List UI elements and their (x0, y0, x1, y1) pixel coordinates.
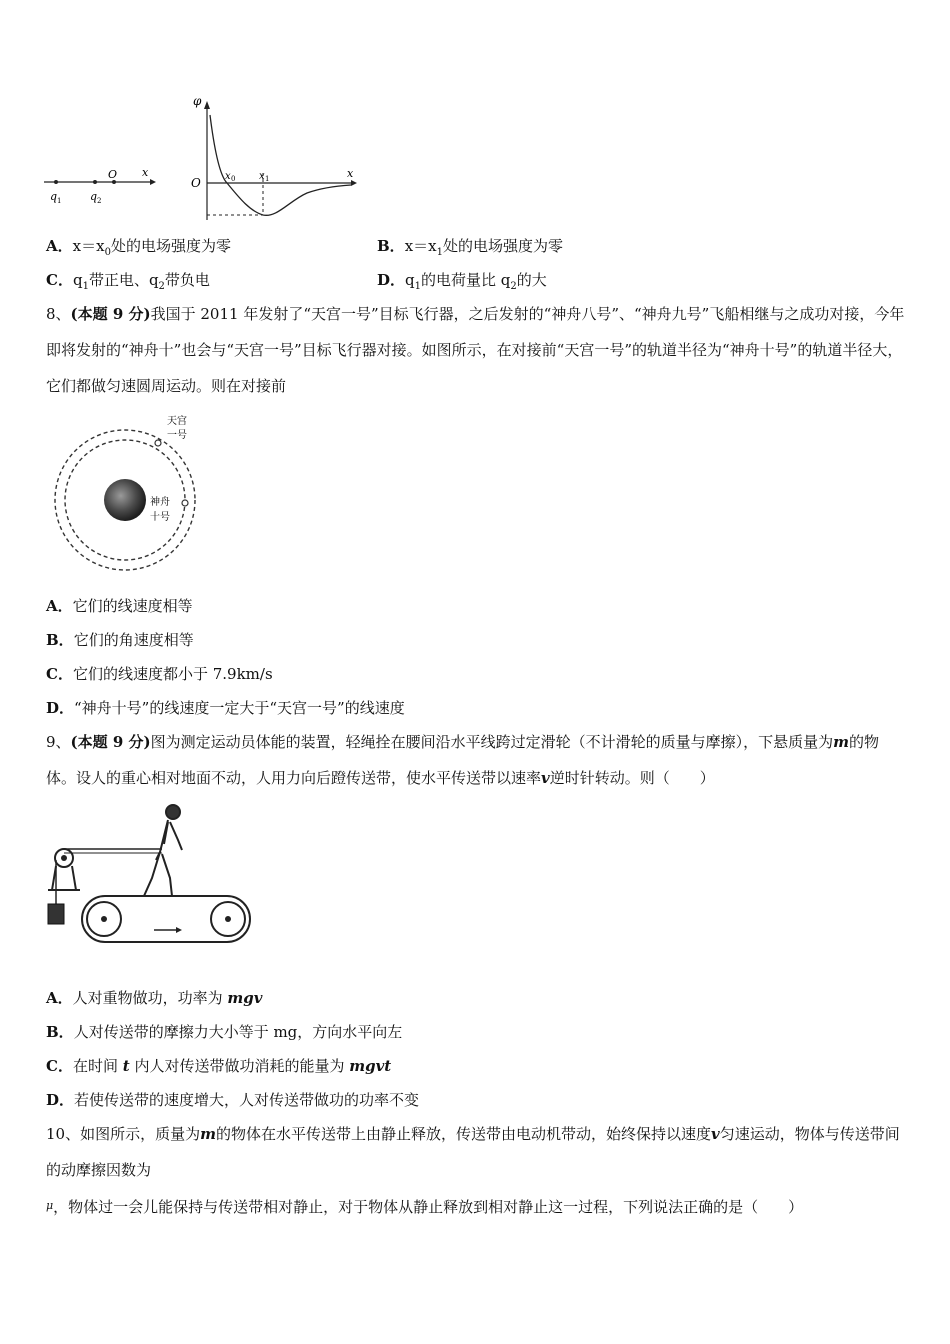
graph-x-label: x (347, 167, 354, 180)
option-text-mid: 的电荷量比 q (421, 271, 511, 289)
q1-label: q (50, 190, 58, 203)
option-text-tail: 的大 (516, 271, 547, 289)
option-text: 人对传送带的摩擦力大小等于 mg，方向水平向左 (73, 1023, 403, 1041)
q9-option-a[interactable] (46, 988, 263, 1008)
question-text: 我国于 2011 年发射了“天宫一号”目标飞行器，之后发射的“神舟八号”、“神舟九号”飞船相继与之成功对接，今年即将发射的“神舟十”也会与“天宫一号”目标飞行器对接。如图所示，在对接前“天宫一号”的轨道半径为“神舟十号”的轨道半径大，它们都做匀速圆周运动。则在对接前 (46, 305, 905, 395)
q2-label: q (90, 190, 98, 203)
q9-option-d[interactable] (46, 1090, 419, 1110)
question-text: 图为测定运动员体能的装置，轻绳拴在腰间沿水平线跨过定滑轮（不计滑轮的质量与摩擦），下悬质量为 (150, 733, 834, 751)
q9-option-b[interactable] (46, 1022, 402, 1042)
option-label: C． (46, 665, 73, 683)
var-m: m (833, 733, 850, 751)
option-text-tail: 内人对传送带做功消耗的能量为 (129, 1057, 350, 1075)
tiangong-label-2: 一号 (167, 430, 187, 441)
question-meta: (本题 9 分) (70, 733, 151, 751)
q1-point (54, 180, 58, 184)
q9-stem (46, 724, 908, 796)
potential-graph (185, 95, 365, 225)
option-text: 若使传送带的速度增大，人对传送带做功的功率不变 (74, 1091, 420, 1109)
option-var: t (122, 1057, 130, 1075)
option-text-tail: 处的电场强度为零 (442, 237, 563, 255)
option-text: q (72, 271, 83, 289)
earth (104, 479, 146, 521)
option-text: 它们的线速度都小于 7.9km/s (72, 665, 273, 683)
runner-figure (140, 805, 182, 896)
option-label: B． (46, 1023, 74, 1041)
q8-option-d[interactable] (46, 698, 405, 718)
q2-point (93, 180, 97, 184)
question-text-3: 逆时针转动。则（ ） (549, 769, 715, 787)
hanging-weight (48, 904, 64, 924)
shenzhou-label-2: 十号 (150, 512, 170, 523)
phi-label: φ (193, 95, 202, 108)
option-text: x＝x (72, 237, 105, 255)
option-sub: 0 (104, 247, 111, 258)
option-sub: 1 (436, 247, 443, 258)
axis-x-label: x (142, 166, 149, 179)
option-label: D． (46, 1091, 75, 1109)
shenzhou-spacecraft (182, 500, 188, 506)
x0-label: x (225, 171, 231, 182)
var-v: v (541, 769, 550, 787)
option-sub: 1 (414, 281, 421, 292)
option-label: B． (46, 631, 74, 649)
graph-origin-label: O (191, 176, 201, 190)
option-sub: 2 (510, 281, 517, 292)
option-text-mid: 带正电、q (88, 271, 159, 289)
option-var: mgv (227, 989, 263, 1007)
q2-sub: 2 (97, 197, 102, 205)
x1-label: x (259, 171, 265, 182)
potential-curve (210, 115, 351, 215)
q7-option-a[interactable] (46, 236, 231, 263)
x1-sub: 1 (265, 175, 270, 183)
treadmill-diagram (44, 800, 254, 950)
option-var-2: mgvt (349, 1057, 392, 1075)
q9-option-c[interactable] (46, 1056, 391, 1076)
q7-option-c[interactable] (46, 270, 210, 297)
option-text: 在时间 (72, 1057, 123, 1075)
question-number: 10、 (46, 1125, 81, 1143)
option-text: x＝x (404, 237, 437, 255)
charge-axis-diagram (40, 160, 160, 210)
q1-sub: 1 (57, 197, 62, 205)
option-text: “神舟十号”的线速度一定大于“天宫一号”的线速度 (74, 699, 405, 717)
shenzhou-label-1: 神舟 (150, 497, 170, 508)
question-meta: (本题 9 分) (70, 305, 151, 323)
option-label: A． (46, 237, 73, 255)
option-text-tail: 带负电 (164, 271, 210, 289)
option-label: C． (46, 1057, 73, 1075)
q8-option-c[interactable] (46, 664, 273, 684)
option-label: A． (46, 597, 73, 615)
question-number: 8、 (46, 305, 71, 323)
question-text-2: 的物体在水平传送带上由静止释放，传送带由电动机带动，始终保持以速度 (215, 1125, 711, 1143)
question-text: 如图所示，质量为 (80, 1125, 201, 1143)
option-text-tail: 处的电场强度为零 (110, 237, 231, 255)
question-number: 9、 (46, 733, 71, 751)
q10-stem (46, 1116, 908, 1225)
option-text: 人对重物做功，功率为 (72, 989, 228, 1007)
var-mu: μ (46, 1199, 54, 1212)
q8-option-a[interactable] (46, 596, 193, 616)
q8-stem (46, 296, 908, 404)
q7-option-b[interactable] (377, 236, 563, 263)
option-text: q (405, 271, 415, 289)
x0-sub: 0 (231, 175, 236, 183)
option-text: 它们的角速度相等 (73, 631, 194, 649)
tiangong-satellite (155, 440, 161, 446)
option-label: B． (377, 237, 405, 255)
question-text-3: 匀速运动，物体与传送带间的动摩擦因数为 (46, 1125, 900, 1179)
option-text: 它们的线速度相等 (72, 597, 193, 615)
orbit-diagram (50, 410, 210, 575)
option-label: D． (377, 271, 406, 289)
origin-label: O (108, 168, 118, 181)
option-sub: 1 (82, 281, 89, 292)
q7-option-d[interactable] (377, 270, 547, 297)
tiangong-label-1: 天宫 (167, 416, 187, 427)
option-label: D． (46, 699, 75, 717)
option-sub: 2 (158, 281, 165, 292)
var-v: v (711, 1125, 720, 1143)
option-label: C． (46, 271, 73, 289)
var-m: m (200, 1125, 216, 1143)
option-label: A． (46, 989, 73, 1007)
question-text-4: ，物体过一会儿能保持与传送带相对静止，对于物体从静止释放到相对静止这一过程，下列说法正确的是（ ） (53, 1198, 804, 1216)
q8-option-b[interactable] (46, 630, 194, 650)
question-text-2: 的物体。设人的重心相对地面不动，人用力向后蹬传送带，使水平传送带以速率 (46, 733, 880, 787)
